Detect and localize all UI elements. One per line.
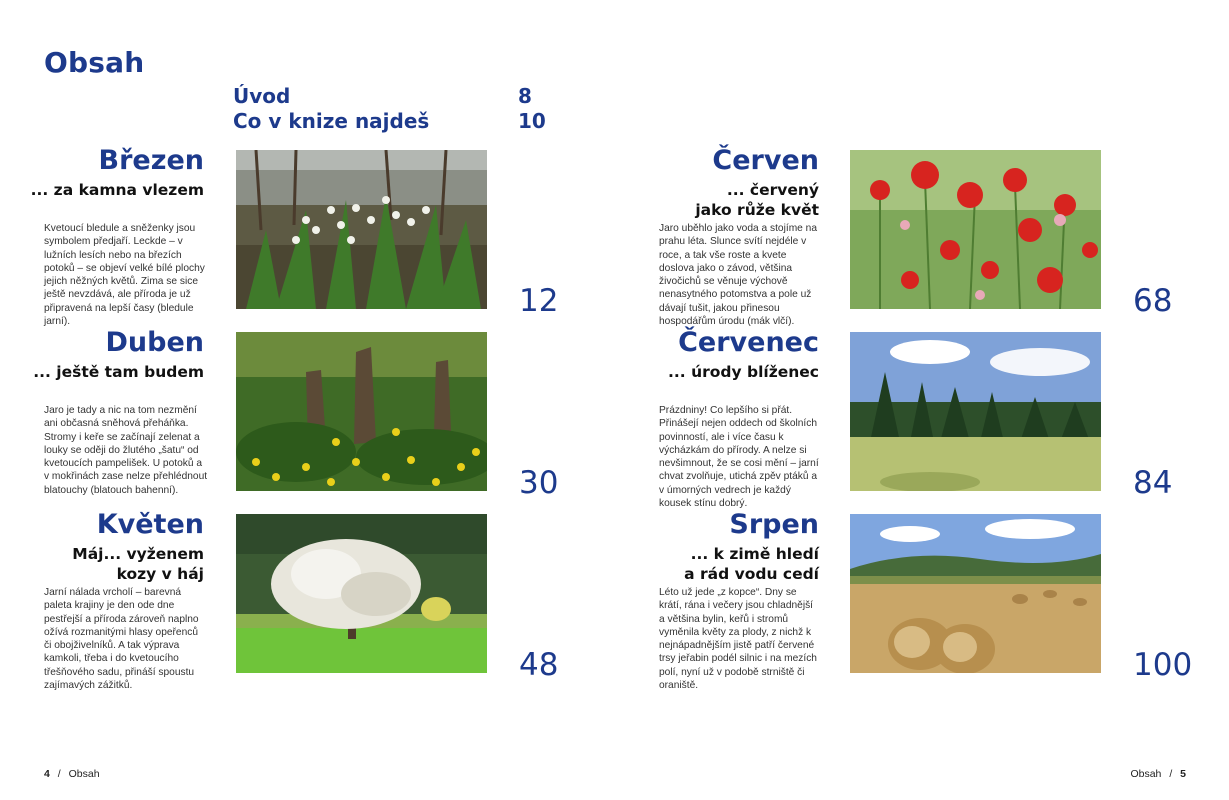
poppies-photo	[850, 150, 1101, 309]
section-subtitle-cervenec: ... úrody blíženec	[668, 363, 819, 381]
section-text-cerven: Jaro uběhlo jako voda a stojíme na prahu léta. Slunce svítí nejdéle v roce, a tak vše roste a kvete doslova jako o závod, většina živočichů se věnuje výchově nenasytného potomstva a pole už dávají tušit, jakou přinesou hospodářům úrodu (mák vlčí).	[659, 223, 818, 328]
section-title-kveten[interactable]: Květen	[96, 509, 204, 540]
page-number-srpen: 100	[1133, 647, 1193, 683]
footer-right-label: Obsah	[1130, 768, 1162, 780]
section-text-cervenec: Prázdniny! Co lepšího si přát. Přinášejí nejen oddech od školních povinností, ale i více času k výcházkám do přírody. A nelze si nevšimnout, že se cosi mění – jarní chvat zvolňuje, utichá zpěv ptáků a v úmorných vedrech je každý kousek stínu dobrý.	[659, 405, 819, 510]
section-subtitle-kveten-line2: kozy v háj	[116, 565, 204, 583]
page-number-kveten: 48	[519, 647, 559, 683]
section-text-duben: Jaro je tady a nic na tom nezmění ani občasná sněhová přeháňka. Stromy i keře se začínají zelenat a louky se oději do žlutého „šatu“ od kvetoucích pampelišek. U potoků a v mokřinách zase nelze přehlédnout blatouchy (blatouch bahenní).	[44, 405, 208, 496]
section-subtitle-cerven-line2: jako růže květ	[695, 201, 819, 219]
section-subtitle-brezen: ... za kamna vlezem	[30, 181, 204, 199]
blossoming-tree-photo	[236, 514, 487, 673]
footer-right-separator: /	[1169, 768, 1173, 780]
section-text-srpen: Léto už jede „z kopce“. Dny se krátí, rána i večery jsou chladnější a většina bylin, keřů i stromů vyměnila květy za plody, z nichž k nejnápadnějším jistě patří červené trsy jeřabin podél silnic i na mezích polí, nyní už v podobě strniště či oraniště.	[659, 587, 817, 692]
section-text-brezen: Kvetoucí bledule a sněženky jsou symbolem předjaří. Leckde – v lužních lesích nebo na březích potoků – se objeví velké bílé plochy jejich něžných květů. Zima se sice ještě nevzdává, ale příroda je už připravená na lepší časy (bledule jarní).	[44, 223, 205, 328]
section-text-kveten: Jarní nálada vrcholí – barevná paleta krajiny je den ode dne pestřejší a příroda zároveň naplno ožívá rozmanitými hlasy opeřenců či obojživelníků. A tak výprava kamkoli, třeba i do kvetoucího třešňového sadu, přináší spoustu zajímavých zážitků.	[44, 587, 199, 692]
footer-left	[44, 768, 100, 780]
page-title: Obsah	[44, 46, 145, 79]
forest-meadow-photo	[850, 332, 1101, 491]
section-subtitle-cerven: ... červený	[726, 181, 819, 199]
page-number-brezen: 12	[519, 283, 559, 319]
footer-left-page-number: 4	[44, 768, 50, 780]
toc-contents-label[interactable]: Co v knize najdeš	[233, 109, 430, 133]
footer-left-separator: /	[57, 768, 61, 780]
footer-right	[1130, 768, 1186, 780]
page-number-cerven: 68	[1133, 283, 1173, 319]
section-subtitle-duben: ... ještě tam budem	[33, 363, 204, 381]
snowflake-flowers-photo	[236, 150, 487, 309]
section-subtitle-kveten: Máj... vyženem	[72, 545, 204, 563]
footer-right-page-number: 5	[1180, 768, 1186, 780]
section-title-cervenec[interactable]: Červenec	[678, 327, 819, 358]
section-title-cerven[interactable]: Červen	[712, 145, 819, 176]
section-title-srpen[interactable]: Srpen	[729, 509, 819, 540]
section-subtitle-srpen: ... k zimě hledí	[690, 545, 819, 563]
page-number-duben: 30	[519, 465, 559, 501]
page-number-cervenec: 84	[1133, 465, 1173, 501]
section-title-brezen[interactable]: Březen	[98, 145, 204, 176]
section-title-duben[interactable]: Duben	[105, 327, 204, 358]
section-subtitle-srpen-line2: a rád vodu cedí	[684, 565, 819, 583]
toc-intro-page: 8	[518, 84, 532, 108]
marsh-marigold-photo	[236, 332, 487, 491]
toc-intro-label[interactable]: Úvod	[233, 84, 291, 108]
hay-bales-photo	[850, 514, 1101, 673]
footer-left-label: Obsah	[68, 768, 100, 780]
toc-contents-page: 10	[518, 109, 546, 133]
